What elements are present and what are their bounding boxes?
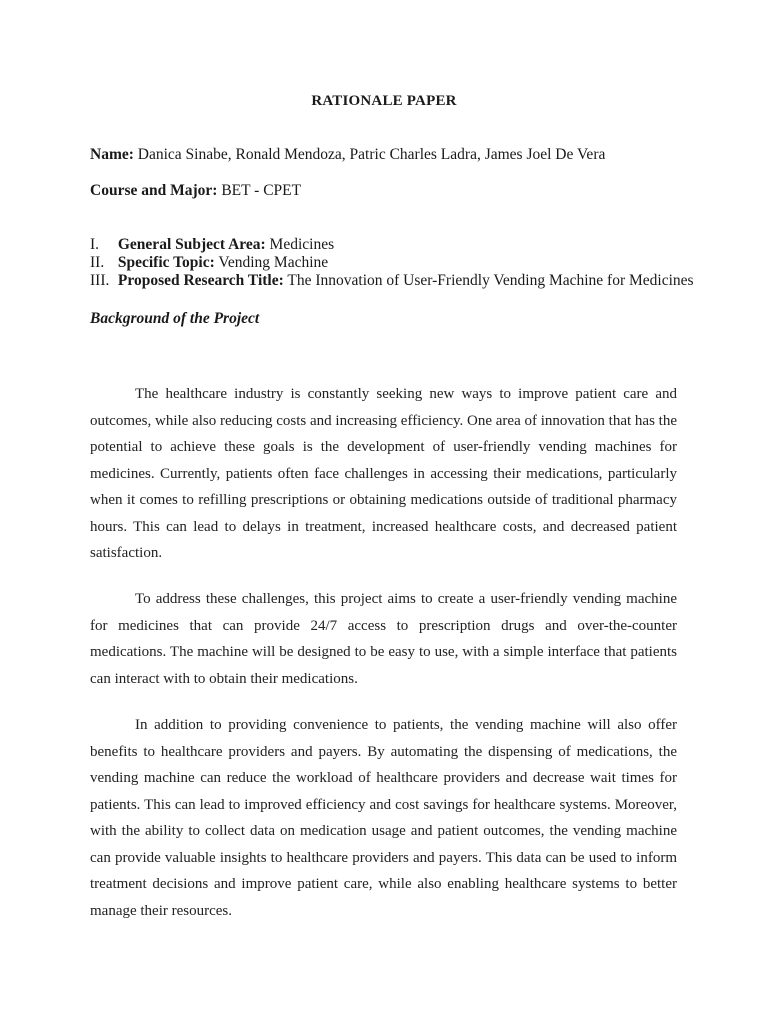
body-paragraph: In addition to providing convenience to patients, the vending machine will also offer benefits to healthcare providers and payers. By automating the dispensing of medications, the vending machine can reduce the workload of healthcare providers and decrease wait times for patients. This can lead to improved efficiency and cost savings for healthcare systems. Moreover, with the ability to collect data on medication usage and patient outcomes, the vending machine can provide valuable insights to healthcare providers and payers. This data can be used to inform treatment decisions and improve patient care, while also enabling healthcare systems to better manage their resources. [90, 717, 677, 919]
body-paragraph: To address these challenges, this project aims to create a user-friendly vending machine for medicines that can provide 24/7 access to prescription drugs and over-the-counter medications. The machine will be designed to be easy to use, with a simple interface that patients can interact with to obtain their medications. [90, 591, 677, 687]
course-line [90, 182, 301, 200]
list-item-number: II. [90, 254, 105, 271]
list-item-number: III. [90, 272, 110, 289]
list-item [90, 272, 694, 290]
list-item-number: I. [90, 236, 100, 253]
list-item-label: General Subject Area: [117, 236, 266, 253]
list-item-label: Specific Topic: [117, 254, 215, 271]
name-label: Name: [90, 146, 134, 163]
document-title: RATIONALE PAPER [311, 93, 457, 109]
topic-list [90, 236, 694, 290]
course-label: Course and Major: [90, 182, 218, 199]
list-item-value: Medicines [269, 236, 335, 253]
section-heading: Background of the Project [90, 310, 260, 327]
list-item-label: Proposed Research Title: [117, 272, 284, 289]
author-names-line [90, 146, 605, 164]
list-item [90, 254, 694, 272]
course-value: BET - CPET [221, 182, 302, 199]
list-item-value: Vending Machine [218, 254, 329, 271]
body-paragraph: The healthcare industry is constantly seeking new ways to improve patient care and outcomes, while also reducing costs and increasing efficiency. One area of innovation that has the potential to achieve these goals is the development of user-friendly vending machines for medicines. Currently, patients often face challenges in accessing their medications, particularly when it comes to refilling prescriptions or obtaining medications outside of traditional pharmacy hours. This can lead to delays in treatment, increased healthcare costs, and decreased patient satisfaction. [90, 386, 677, 561]
name-value: Danica Sinabe, Ronald Mendoza, Patric Charles Ladra, James Joel De Vera [137, 146, 606, 163]
list-item [90, 236, 694, 254]
list-item-value: The Innovation of User-Friendly Vending Machine for Medicines [287, 272, 694, 289]
